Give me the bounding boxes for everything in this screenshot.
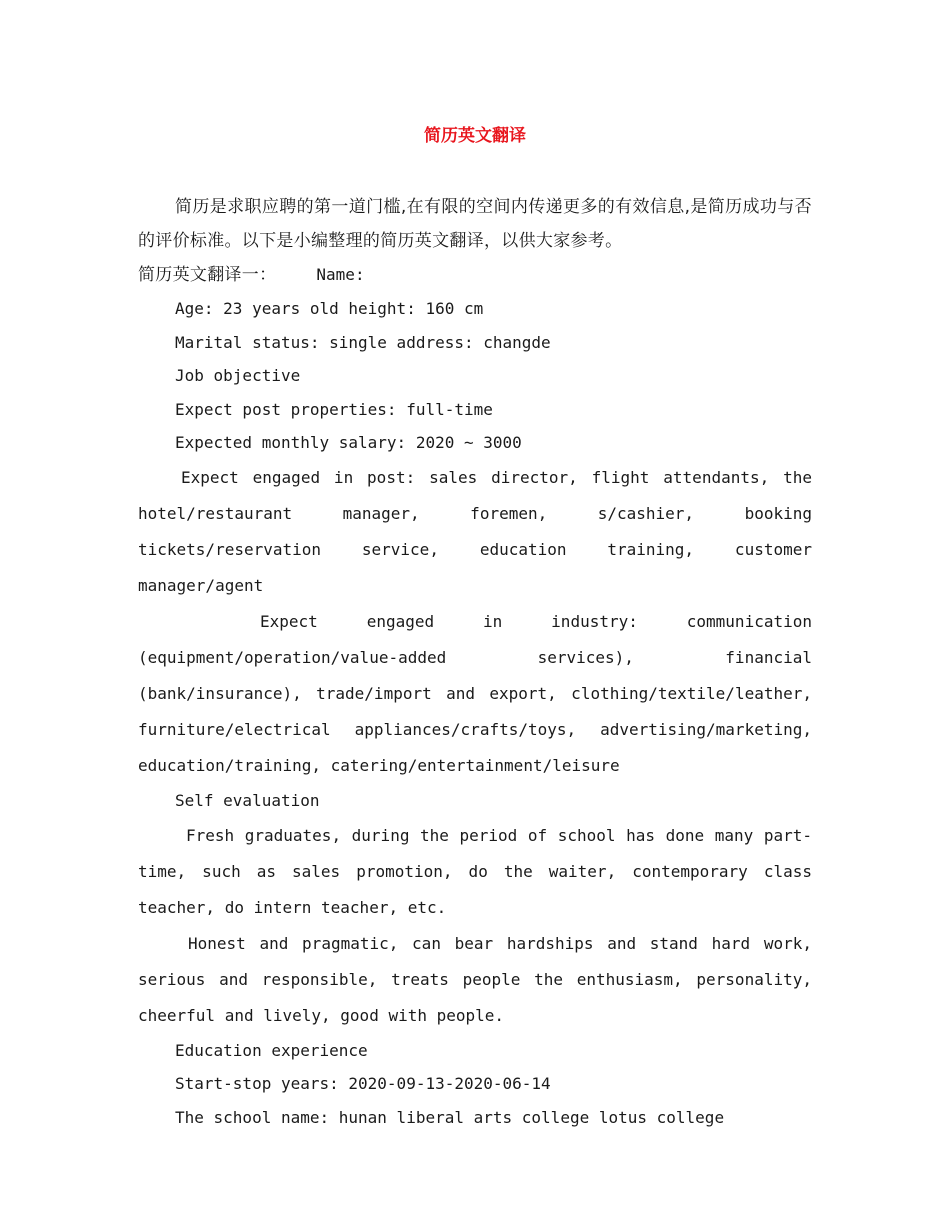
expect-post-paragraph: Expect engaged in post: sales director, flight attendants, the hotel/restaurant manager, foremen, s/cashier, booking tickets/reservation service, education training, customer manager/agent — [138, 467, 812, 595]
document-body — [138, 190, 812, 1134]
section-1-label: 简历英文翻译一： — [138, 265, 277, 285]
expect-industry-paragraph: Expect engaged in industry: communication (equipment/operation/value-added services), financial (bank/insurance), trade/import and export, clothing/textile/leather, furniture/electrical appliances/crafts/toys, advertising/marketing, education/training, catering/entertainment/leisure — [138, 611, 812, 775]
age-height-line: Age: 23 years old height: 160 cm — [175, 299, 484, 318]
intro-paragraph: 简历是求职应聘的第一道门槛,在有限的空间内传递更多的有效信息,是简历成功与否的评价标准。以下是小编整理的简历英文翻译，以供大家参考。 — [138, 197, 812, 251]
marital-address-line: Marital status: single address: changde — [175, 332, 551, 352]
section-1-heading-line — [138, 258, 812, 292]
document-title: 简历英文翻译 — [424, 126, 526, 146]
name-field: Name: — [316, 265, 365, 284]
self-evaluation-paragraph-1: Fresh graduates, during the period of school has done many part-time, such as sales promotion, do the waiter, contemporary class teacher, do intern teacher, etc. — [138, 825, 812, 917]
education-experience-heading: Education experience — [175, 1040, 368, 1060]
self-evaluation-heading: Self evaluation — [175, 790, 320, 810]
self-evaluation-paragraph-2: Honest and pragmatic, can bear hardships and stand hard work, serious and responsible, treats people the enthusiasm, personality, cheerful and lively, good with people. — [138, 933, 812, 1025]
start-stop-years-line: Start-stop years: 2020-09-13-2020-06-14 — [175, 1074, 551, 1094]
job-objective-heading: Job objective — [175, 366, 301, 386]
monthly-salary-line: Expected monthly salary: 2020 ~ 3000 — [175, 433, 522, 453]
school-name-line: The school name: hunan liberal arts college lotus college — [175, 1107, 725, 1127]
post-properties-line: Expect post properties: full-time — [175, 399, 493, 419]
